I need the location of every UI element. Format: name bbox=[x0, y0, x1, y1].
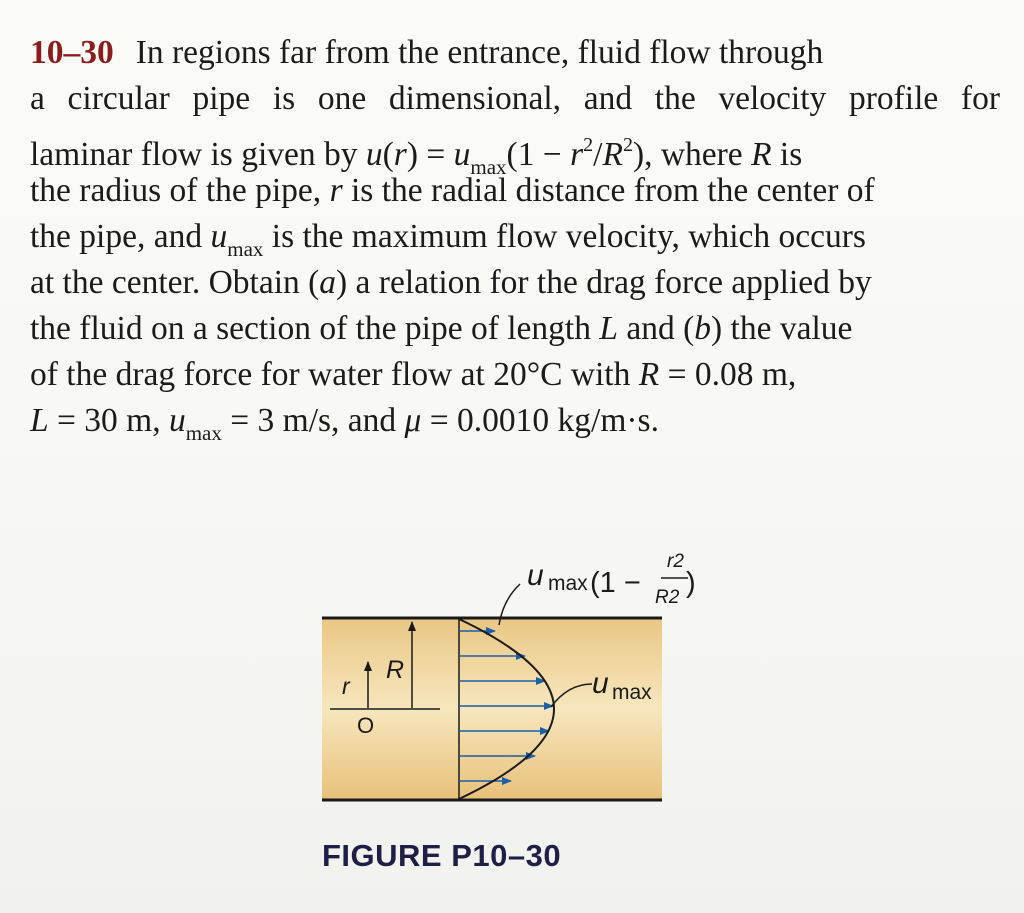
var-u: u bbox=[210, 218, 228, 255]
superscript-2: 2 bbox=[583, 134, 594, 156]
var-R: R bbox=[751, 136, 772, 173]
var-r: r bbox=[570, 136, 584, 173]
var-mu: μ bbox=[404, 402, 422, 439]
R-label: R bbox=[386, 656, 405, 684]
line-text: a circular pipe is one dimensional, and the velocity profile for bbox=[30, 80, 1000, 117]
line-text: ) = bbox=[406, 136, 454, 173]
figure-caption: FIGURE P10–30 bbox=[322, 838, 562, 873]
line-text: is the radial distance from the center of bbox=[342, 172, 875, 209]
line-text: ), where bbox=[632, 136, 752, 173]
line-text: = 0.08 m, bbox=[659, 356, 797, 393]
line-text: is bbox=[771, 136, 803, 173]
var-r: r bbox=[393, 136, 407, 173]
var-L: L bbox=[30, 402, 49, 439]
subscript-max: max bbox=[227, 237, 264, 261]
line-text: the fluid on a section of the pipe of length bbox=[30, 310, 600, 347]
umax-label-sub: max bbox=[612, 681, 652, 704]
subscript-max: max bbox=[185, 421, 222, 445]
top-label-numerator: r2 bbox=[667, 551, 684, 572]
line-text: = 0.0010 kg/m·s. bbox=[421, 402, 659, 439]
var-b: b bbox=[694, 310, 712, 347]
top-label-close: ) bbox=[686, 567, 696, 599]
top-label-open: (1 − bbox=[590, 567, 641, 599]
top-label-sub: max bbox=[548, 572, 588, 595]
var-R: R bbox=[638, 356, 660, 393]
top-label-denominator: R2 bbox=[655, 587, 680, 608]
line-text: ) the value bbox=[711, 310, 853, 347]
r-label: r bbox=[342, 673, 350, 699]
line-text: laminar flow is given by bbox=[30, 136, 366, 173]
line-text: of the drag force for water flow at 20°C with bbox=[30, 356, 639, 393]
superscript-2: 2 bbox=[622, 134, 633, 156]
line-text: / bbox=[593, 136, 603, 173]
var-u: u bbox=[453, 136, 471, 173]
var-R: R bbox=[602, 136, 623, 173]
line-text: is the maximum flow velocity, which occurs bbox=[263, 218, 866, 255]
origin-label: O bbox=[357, 713, 375, 738]
var-u: u bbox=[168, 402, 186, 439]
var-r: r bbox=[329, 172, 343, 209]
subscript-max: max bbox=[470, 155, 507, 179]
top-label-u: u bbox=[527, 559, 544, 592]
line-text: In regions far from the entrance, fluid flow through bbox=[135, 34, 824, 71]
var-L: L bbox=[599, 310, 618, 347]
var-u: u bbox=[365, 136, 383, 173]
line-text: the radius of the pipe, bbox=[30, 172, 330, 209]
line-text: = 30 m, bbox=[48, 402, 169, 439]
line-text: = 3 m/s, and bbox=[221, 402, 405, 439]
line-text: ) a relation for the drag force applied by bbox=[336, 264, 872, 301]
line-text: and ( bbox=[618, 310, 695, 347]
problem-number: 10–30 bbox=[30, 34, 114, 71]
line-text: (1 − bbox=[506, 136, 571, 173]
line-text: at the center. Obtain ( bbox=[30, 264, 320, 301]
umax-label-u: u bbox=[592, 667, 609, 700]
line-text: the pipe, and bbox=[30, 218, 211, 255]
var-a: a bbox=[319, 264, 337, 301]
line-text: ( bbox=[382, 136, 394, 173]
